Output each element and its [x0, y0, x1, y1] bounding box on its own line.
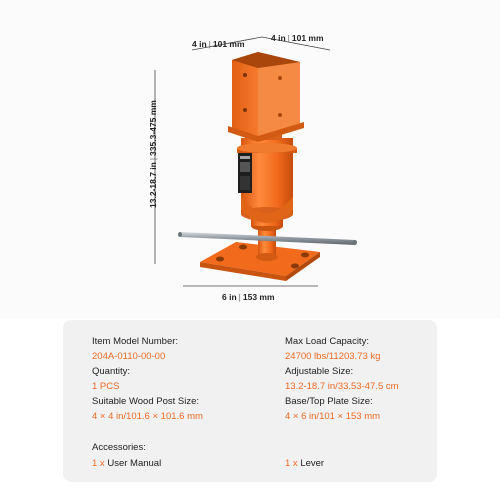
dim-top-left-metric: 101 mm — [212, 39, 245, 49]
dim-height-inch: 13.2-18.7 in — [148, 162, 158, 208]
spec-label-max-load: Max Load Capacity: — [285, 336, 369, 347]
dim-base-inch: 6 in — [222, 292, 237, 302]
spec-value-plate-size: 4 × 6 in/101 × 153 mm — [285, 411, 381, 422]
accessory-qty: 1 x — [285, 458, 298, 469]
spec-label-adjustable: Adjustable Size: — [285, 366, 354, 377]
top-bracket — [228, 52, 304, 142]
accessory-item-manual — [92, 458, 161, 470]
spec-value-model: 204A-0110-00-00 — [92, 351, 166, 362]
dim-height: 13.2-18.7 in|335.3-475 mm — [148, 100, 158, 208]
accessory-name: User Manual — [107, 458, 162, 469]
dim-base-metric: 153 mm — [242, 292, 275, 302]
spec-value-max-load: 24700 lbs/11203.73 kg — [285, 351, 381, 362]
spec-label-quantity: Quantity: — [92, 366, 131, 377]
dim-top-right-inch: 4 in — [271, 33, 286, 43]
accessory-item-lever — [285, 458, 324, 470]
spec-card — [63, 320, 437, 482]
dim-top-left: 4 in | 101 mm — [192, 39, 245, 49]
spec-value-wood-post: 4 × 4 in/101.6 × 101.6 mm — [92, 411, 203, 422]
spec-label-plate-size: Base/Top Plate Size: — [285, 396, 373, 407]
spec-value-quantity: 1 PCS — [92, 381, 120, 392]
dim-top-right: 4 in | 101 mm — [271, 33, 324, 43]
spec-label-wood-post: Suitable Wood Post Size: — [92, 396, 200, 407]
dim-height-metric: 335.3-475 mm — [148, 100, 158, 156]
dim-top-right-metric: 101 mm — [291, 33, 324, 43]
accessory-name: Lever — [300, 458, 325, 469]
dim-top-left-inch: 4 in — [192, 39, 207, 49]
spec-value-adjustable: 13.2-18.7 in/33.53-47.5 cm — [285, 381, 399, 392]
accessory-qty: 1 x — [92, 458, 105, 469]
accessories-title: Accessories: — [92, 442, 146, 453]
spec-label-model: Item Model Number: — [92, 336, 179, 347]
dim-base: 6 in | 153 mm — [222, 292, 275, 302]
main-cylinder — [237, 138, 297, 223]
